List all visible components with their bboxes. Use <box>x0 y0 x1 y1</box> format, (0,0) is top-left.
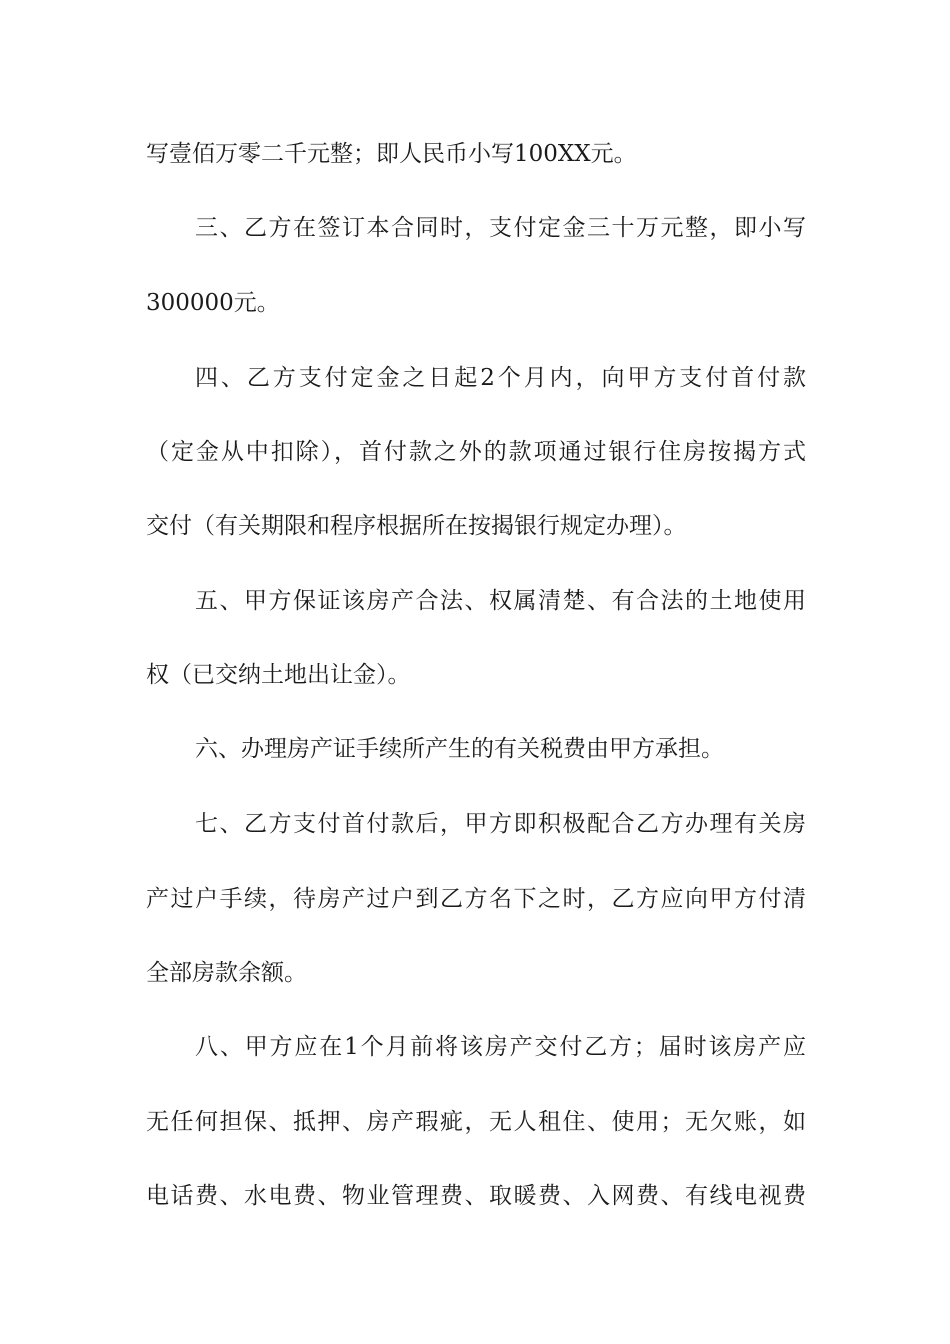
text-line: 八、甲方应在1个月前将该房产交付乙方；届时该房产应 <box>195 1034 806 1060</box>
text-line: 电话费、水电费、物业管理费、取暖费、入网费、有线电视费 <box>146 1183 806 1209</box>
text-line: 无任何担保、抵押、房产瑕疵，无人租住、使用；无欠账，如 <box>146 1109 806 1135</box>
text-line: 交付（有关期限和程序根据所在按揭银行规定办理）。 <box>146 513 687 539</box>
text-line: 四、乙方支付定金之日起2个月内，向甲方支付首付款 <box>195 365 806 391</box>
text-line: 全部房款余额。 <box>146 960 307 986</box>
text-line: 写壹佰万零二千元整；即人民币小写100XX元。 <box>146 141 637 167</box>
text-line: 五、甲方保证该房产合法、权属清楚、有合法的土地使用 <box>195 588 806 614</box>
text-line: 产过户手续，待房产过户到乙方名下之时，乙方应向甲方付清 <box>146 886 806 912</box>
text-line: 七、乙方支付首付款后，甲方即积极配合乙方办理有关房 <box>195 811 806 837</box>
text-line: 权（已交纳土地出让金）。 <box>146 662 411 688</box>
text-line: 300000元。 <box>146 290 280 316</box>
text-line: 六、办理房产证手续所产生的有关税费由甲方承担。 <box>195 736 724 762</box>
text-line: （定金从中扣除），首付款之外的款项通过银行住房按揭方式 <box>146 439 806 465</box>
text-line: 三、乙方在签订本合同时，支付定金三十万元整，即小写 <box>195 215 806 241</box>
